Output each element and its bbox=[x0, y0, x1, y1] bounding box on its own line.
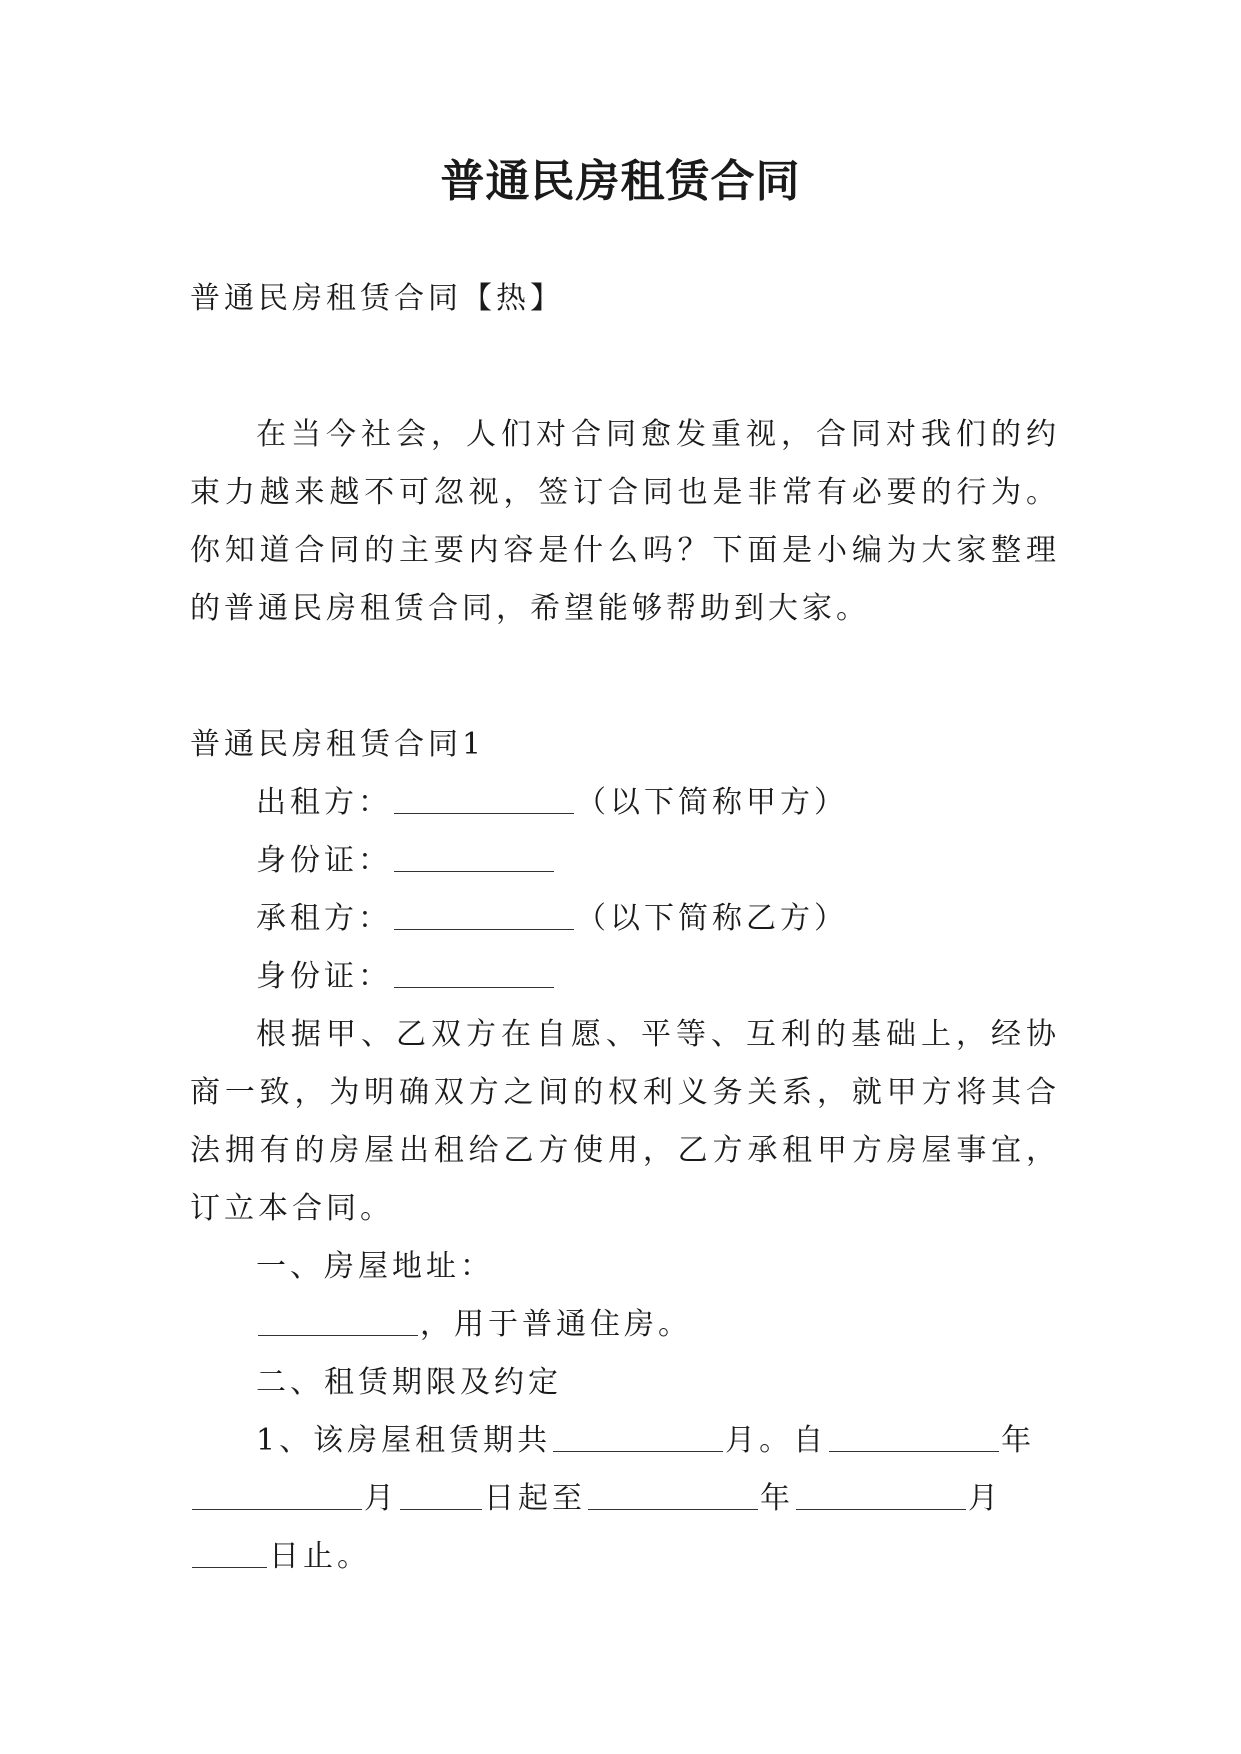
start-day-blank[interactable] bbox=[400, 1483, 482, 1510]
term-line-3 bbox=[190, 1528, 1060, 1586]
term-day-from: 日起至 bbox=[484, 1481, 586, 1516]
lessee-line bbox=[190, 890, 1060, 948]
document-subtitle: 普通民房租赁合同【热】 bbox=[190, 281, 564, 316]
end-day-blank[interactable] bbox=[192, 1541, 267, 1568]
clause-2-heading: 二、租赁期限及约定 bbox=[256, 1365, 562, 1400]
end-month-blank[interactable] bbox=[796, 1483, 966, 1510]
end-year-blank[interactable] bbox=[588, 1483, 758, 1510]
document-body bbox=[190, 270, 1060, 1586]
lessee-name-blank[interactable] bbox=[394, 903, 574, 930]
id-label: 身份证： bbox=[256, 959, 392, 994]
clause-1-text: ，用于普通住房。 bbox=[420, 1307, 692, 1342]
lessor-name-blank[interactable] bbox=[394, 787, 574, 814]
lessor-suffix: （以下简称甲方） bbox=[576, 785, 848, 820]
lessee-suffix: （以下简称乙方） bbox=[576, 901, 848, 936]
intro-paragraph: 在当今社会，人们对合同愈发重视，合同对我们的约束力越来越不可忽视，签订合同也是非常有必要的行为。你知道合同的主要内容是什么吗？下面是小编为大家整理的普通民房租赁合同，希望能够帮助到大家。 bbox=[190, 417, 1060, 626]
term-line-1 bbox=[190, 1412, 1060, 1470]
term-prefix: 1、该房屋租赁期共 bbox=[256, 1423, 552, 1458]
lessee-id-blank[interactable] bbox=[394, 961, 554, 988]
term-year-label-2: 年 bbox=[760, 1481, 794, 1516]
spacer bbox=[190, 638, 1060, 716]
term-line-2 bbox=[190, 1470, 1060, 1528]
lessee-id-line bbox=[190, 948, 1060, 1006]
lessor-line bbox=[190, 774, 1060, 832]
document-title: 普通民房租赁合同 bbox=[440, 156, 801, 207]
term-month-from: 月。自 bbox=[725, 1423, 828, 1458]
start-month-blank[interactable] bbox=[192, 1483, 362, 1510]
clause-1-heading: 一、房屋地址： bbox=[256, 1249, 494, 1284]
lessor-label: 出租方： bbox=[256, 785, 392, 820]
id-label: 身份证： bbox=[256, 843, 392, 878]
clause-1-line bbox=[190, 1296, 1060, 1354]
term-year-label: 年 bbox=[1001, 1423, 1036, 1458]
lessee-label: 承租方： bbox=[256, 901, 392, 936]
agreement-paragraph: 根据甲、乙双方在自愿、平等、互利的基础上，经协商一致，为明确双方之间的权利义务关系，就甲方将其合法拥有的房屋出租给乙方使用，乙方承租甲方房屋事宜，订立本合同。 bbox=[190, 1017, 1060, 1226]
address-blank[interactable] bbox=[258, 1309, 418, 1336]
term-day-to: 日止。 bbox=[269, 1539, 371, 1574]
lessor-id-blank[interactable] bbox=[394, 845, 554, 872]
term-months-blank[interactable] bbox=[553, 1425, 723, 1452]
section-heading: 普通民房租赁合同1 bbox=[190, 727, 486, 762]
start-year-blank[interactable] bbox=[829, 1425, 999, 1452]
spacer bbox=[190, 328, 1060, 406]
term-month-label-2: 月 bbox=[968, 1481, 1002, 1516]
term-month-label: 月 bbox=[364, 1481, 398, 1516]
lessor-id-line bbox=[190, 832, 1060, 890]
